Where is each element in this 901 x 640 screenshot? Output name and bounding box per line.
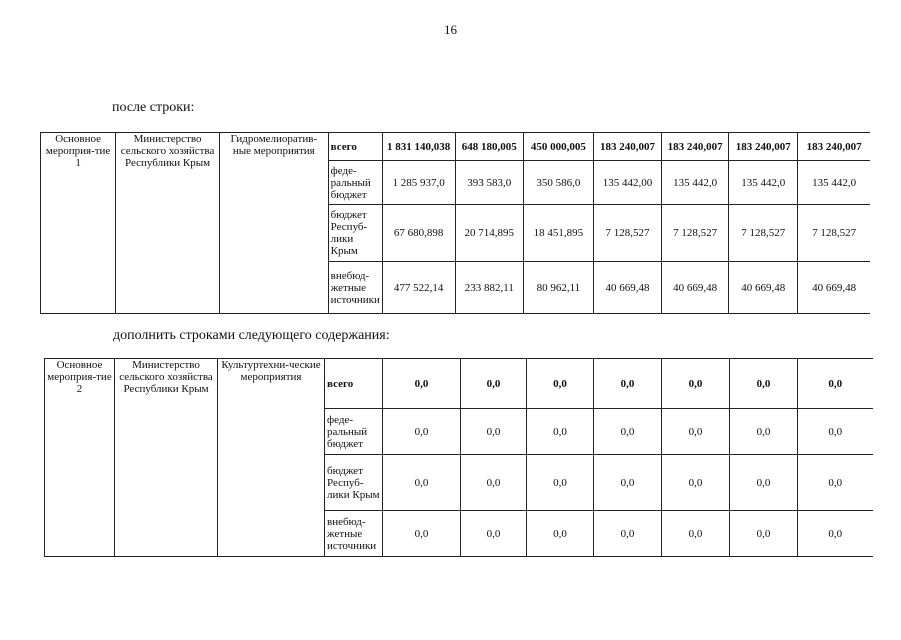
- activity-cell: Гидромелиоратив-ные мероприятия: [219, 133, 328, 314]
- value-cell: 0,0: [461, 359, 527, 409]
- value-cell: 450 000,005: [523, 133, 593, 161]
- source-cell: феде-ральный бюджет: [325, 409, 383, 455]
- value-cell: 7 128,527: [662, 205, 729, 262]
- source-cell: внебюд-жетные источники: [328, 262, 382, 314]
- intro-text: после строки:: [112, 100, 195, 115]
- value-cell: 477 522,14: [382, 262, 455, 314]
- value-cell: 40 669,48: [662, 262, 729, 314]
- value-cell: 0,0: [527, 455, 594, 511]
- value-cell: 183 240,007: [798, 133, 870, 161]
- value-cell: 183 240,007: [729, 133, 798, 161]
- value-cell: 0,0: [527, 511, 594, 557]
- table-row: [41, 133, 871, 161]
- value-cell: 233 882,11: [455, 262, 523, 314]
- value-cell: 0,0: [594, 511, 662, 557]
- value-cell: 0,0: [383, 359, 461, 409]
- funding-table-2: [44, 358, 873, 557]
- value-cell: 67 680,898: [382, 205, 455, 262]
- measure-cell: Основное мероприя-тие 1: [41, 133, 116, 314]
- middle-text: дополнить строками следующего содержания:: [113, 328, 390, 343]
- value-cell: 0,0: [798, 455, 873, 511]
- value-cell: 18 451,895: [523, 205, 593, 262]
- value-cell: 0,0: [662, 359, 730, 409]
- table-row: [45, 359, 873, 409]
- value-cell: 135 442,0: [798, 161, 870, 205]
- funding-table-1: [40, 132, 870, 314]
- value-cell: 0,0: [730, 359, 798, 409]
- value-cell: 1 285 937,0: [382, 161, 455, 205]
- source-cell: всего: [328, 133, 382, 161]
- value-cell: 135 442,0: [729, 161, 798, 205]
- value-cell: 183 240,007: [662, 133, 729, 161]
- source-cell: всего: [325, 359, 383, 409]
- value-cell: 0,0: [730, 511, 798, 557]
- value-cell: 135 442,0: [662, 161, 729, 205]
- value-cell: 0,0: [383, 455, 461, 511]
- value-cell: 0,0: [798, 511, 873, 557]
- value-cell: 40 669,48: [798, 262, 870, 314]
- value-cell: 0,0: [594, 455, 662, 511]
- source-cell: внебюд-жетные источники: [325, 511, 383, 557]
- value-cell: 7 128,527: [798, 205, 870, 262]
- measure-cell: Основное мероприя-тие 2: [45, 359, 115, 557]
- value-cell: 40 669,48: [593, 262, 661, 314]
- value-cell: 0,0: [383, 511, 461, 557]
- value-cell: 0,0: [594, 409, 662, 455]
- value-cell: 1 831 140,038: [382, 133, 455, 161]
- value-cell: 0,0: [527, 359, 594, 409]
- value-cell: 0,0: [461, 409, 527, 455]
- value-cell: 393 583,0: [455, 161, 523, 205]
- value-cell: 80 962,11: [523, 262, 593, 314]
- executor-cell: Министерство сельского хозяйства Республики Крым: [115, 359, 218, 557]
- value-cell: 135 442,00: [593, 161, 661, 205]
- value-cell: 7 128,527: [729, 205, 798, 262]
- source-cell: феде-ральный бюджет: [328, 161, 382, 205]
- value-cell: 0,0: [798, 409, 873, 455]
- value-cell: 648 180,005: [455, 133, 523, 161]
- value-cell: 0,0: [662, 511, 730, 557]
- value-cell: 7 128,527: [593, 205, 661, 262]
- value-cell: 0,0: [527, 409, 594, 455]
- value-cell: 0,0: [662, 409, 730, 455]
- source-cell: бюджет Респуб-лики Крым: [328, 205, 382, 262]
- value-cell: 0,0: [461, 511, 527, 557]
- value-cell: 0,0: [730, 409, 798, 455]
- value-cell: 0,0: [662, 455, 730, 511]
- value-cell: 0,0: [461, 455, 527, 511]
- source-cell: бюджет Респуб-лики Крым: [325, 455, 383, 511]
- page-number: 16: [444, 22, 457, 37]
- value-cell: 0,0: [594, 359, 662, 409]
- value-cell: 20 714,895: [455, 205, 523, 262]
- value-cell: 350 586,0: [523, 161, 593, 205]
- activity-cell: Культуртехни-ческие мероприятия: [218, 359, 325, 557]
- value-cell: 183 240,007: [593, 133, 661, 161]
- value-cell: 0,0: [383, 409, 461, 455]
- value-cell: 40 669,48: [729, 262, 798, 314]
- value-cell: 0,0: [798, 359, 873, 409]
- value-cell: 0,0: [730, 455, 798, 511]
- executor-cell: Министерство сельского хозяйства Республики Крым: [116, 133, 220, 314]
